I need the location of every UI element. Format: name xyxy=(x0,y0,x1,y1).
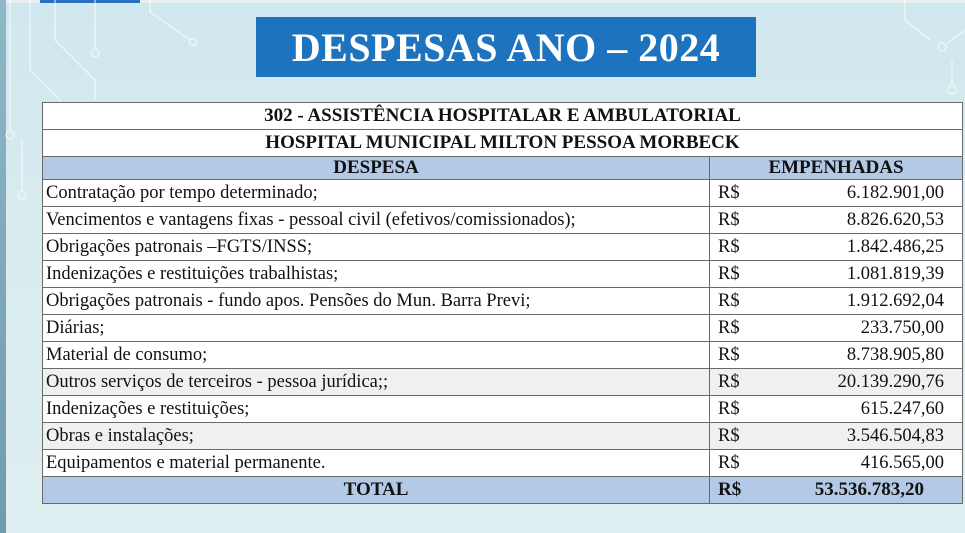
row-currency: R$ xyxy=(710,369,758,396)
total-value: 53.536.783,20 xyxy=(758,477,963,504)
row-label: Obras e instalações; xyxy=(43,423,710,450)
table-subtitle-hospital: HOSPITAL MUNICIPAL MILTON PESSOA MORBECK xyxy=(43,130,963,157)
slide-left-bar xyxy=(0,0,6,533)
table-row xyxy=(43,396,963,423)
row-label: Material de consumo; xyxy=(43,342,710,369)
total-row xyxy=(43,477,963,504)
table-subtitle-row xyxy=(43,103,963,130)
row-currency: R$ xyxy=(710,342,758,369)
column-header-empenhadas: EMPENHADAS xyxy=(710,157,963,180)
row-currency: R$ xyxy=(710,423,758,450)
row-label: Outros serviços de terceiros - pessoa jurídica;; xyxy=(43,369,710,396)
top-strip xyxy=(0,0,965,3)
row-currency: R$ xyxy=(710,396,758,423)
row-label: Diárias; xyxy=(43,315,710,342)
table-row xyxy=(43,315,963,342)
table-row xyxy=(43,288,963,315)
row-value: 1.842.486,25 xyxy=(758,234,963,261)
top-strip-mark xyxy=(40,0,140,3)
row-value: 8.826.620,53 xyxy=(758,207,963,234)
table-subtitle-program: 302 - ASSISTÊNCIA HOSPITALAR E AMBULATORIAL xyxy=(43,103,963,130)
row-currency: R$ xyxy=(710,288,758,315)
row-label: Obrigações patronais - fundo apos. Pensões do Mun. Barra Previ; xyxy=(43,288,710,315)
column-header-row xyxy=(43,157,963,180)
table-row xyxy=(43,423,963,450)
row-currency: R$ xyxy=(710,315,758,342)
row-value: 233.750,00 xyxy=(758,315,963,342)
table-row xyxy=(43,234,963,261)
row-value: 20.139.290,76 xyxy=(758,369,963,396)
table-row xyxy=(43,261,963,288)
row-value: 416.565,00 xyxy=(758,450,963,477)
table-row xyxy=(43,450,963,477)
column-header-despesa: DESPESA xyxy=(43,157,710,180)
row-currency: R$ xyxy=(710,180,758,207)
table-row xyxy=(43,180,963,207)
row-label: Contratação por tempo determinado; xyxy=(43,180,710,207)
page-title: DESPESAS ANO – 2024 xyxy=(256,17,756,77)
table-row xyxy=(43,369,963,396)
row-label: Obrigações patronais –FGTS/INSS; xyxy=(43,234,710,261)
row-currency: R$ xyxy=(710,234,758,261)
row-currency: R$ xyxy=(710,207,758,234)
row-value: 615.247,60 xyxy=(758,396,963,423)
row-label: Indenizações e restituições; xyxy=(43,396,710,423)
row-label: Equipamentos e material permanente. xyxy=(43,450,710,477)
expenses-table xyxy=(42,102,963,504)
row-value: 8.738.905,80 xyxy=(758,342,963,369)
row-value: 3.546.504,83 xyxy=(758,423,963,450)
row-currency: R$ xyxy=(710,450,758,477)
total-currency: R$ xyxy=(710,477,758,504)
total-label: TOTAL xyxy=(43,477,710,504)
row-value: 1.081.819,39 xyxy=(758,261,963,288)
row-currency: R$ xyxy=(710,261,758,288)
row-value: 6.182.901,00 xyxy=(758,180,963,207)
table-row xyxy=(43,207,963,234)
row-label: Vencimentos e vantagens fixas - pessoal civil (efetivos/comissionados); xyxy=(43,207,710,234)
row-value: 1.912.692,04 xyxy=(758,288,963,315)
table-subtitle-row xyxy=(43,130,963,157)
row-label: Indenizações e restituições trabalhistas; xyxy=(43,261,710,288)
table-row xyxy=(43,342,963,369)
